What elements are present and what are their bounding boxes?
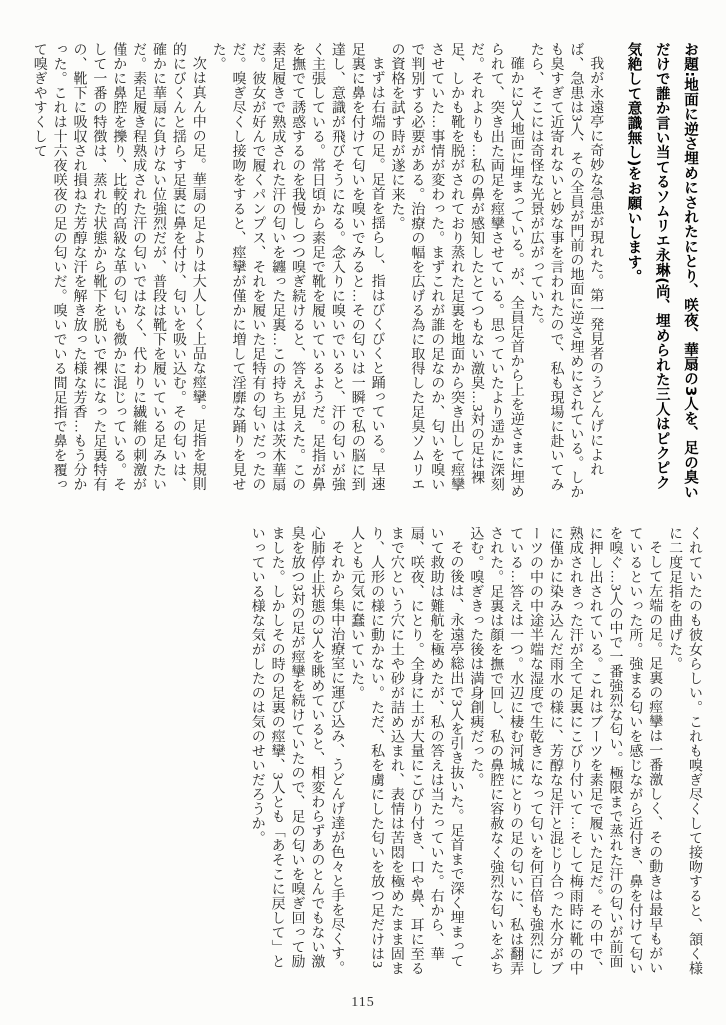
story-paragraph-5: そして左端の足。足裏の痙攣は一番激しく、その動きは最早もがいているといった所。強まる匂いを感じながら近付き、鼻を付けて匂いを嗅ぐ…3人の中で一番強烈な匂い。極限まで蒸れた汗の匂いが前面に押し出されている。これはブーツを素足で履いた足だ。その中で、熟成されきった汗が全て足裏にこびり付いて…そして梅雨時に靴の中に僅かに染み込んだ雨水の様に、芳醇な足汗と混じり合った水分がブーツの中の中途半端な湿度で生乾きになって匂いを何百倍も強烈にしている…答えは一つ。水辺に棲む河城にとりの足の匂いに、私は翻弄された。足裏は顔を撫で回し、私の鼻腔に容赦なく強烈な匂いをぶち込む。嗅ぎきった後は満身創痍だった。 xyxy=(468,526,663,976)
story-paragraph-2: 確かに3人地面に埋まっている。が、全員足首から上を逆さまに埋められて、突き出た両足を痙攣させている。思っていたより遥かに深刻だ。それよりも…私の鼻が感知したとてつもない激臭…3対の足は裸足、しかも靴を脱がされており蒸れた足裏を地面から突き出して痙攣させていた…事情が変わった。まずこれが誰の足なのか、匂いを嗅いで判別する必要がある。治療の幅を広げる為に取得した足臭ソムリエの資格を試す時が遂に来た。 xyxy=(389,42,524,499)
story-paragraph-4-continuation: くれていたのも彼女らしい。これも嗅ぎ尽くして接吻すると、頷く様に二度足指を曲げた。 xyxy=(667,526,702,976)
story-paragraph-4: 次は真ん中の足。華扇の足よりは大人しく上品な痙攣。足指を規則的にびくんと揺らす足裏に鼻を付け、匂いを吸い込む。その匂いは、確かに華扇に負けない位強烈だが、普段は靴下を履いている足みたいだ。素足履き程熟成された汗の匂いではなく、代わりに繊維の刺激が僅かに鼻腔を擽り、比較的高級な革の匂いも微かに混じっている。そして一番の特徴は、蒸れた状態から靴下を脱いで裸になった足裏特有の、靴下に吸収され損ねた芳醇な汗を解き放った様な芳香…もう分かった。これは十六夜咲夜の足の匂いだ。嗅いでいる間足指で鼻を覆って嗅ぎやすくして xyxy=(31,42,206,492)
story-paragraph-1: 我が永遠亭に奇妙な急患が現れた。第一発見者のうどんげによれば、急患は3人、その全員が門前の地面に逆さ埋めにされている。しかも臭すぎて近寄れないと妙な事を言われたので、私も現場に赴いてみたら、そこには奇怪な光景が広がっていた。 xyxy=(528,42,604,499)
page-number: 115 xyxy=(351,995,375,1010)
bottom-text-block xyxy=(220,526,704,980)
story-paragraph-6: その後は、永遠亭総出で3人を引き抜いた。足首まで深く埋まっていて救助は難航を極めたが、私の答えは当たっていた。右から、華扇、咲夜、にとり。全身に土が大量にこびり付き、口や鼻、耳に至るまで穴という穴に土や砂が詰め込まれ、表情は苦悶を極めたまま固まり、人形の様に動かない。ただ、私を虜にした匂いを放つ足だけは3人とも元気に蠢いていた。 xyxy=(349,526,464,976)
story-paragraph-7: それから集中治療室に運び込み、うどんげ達が色々と手を尽くす。心肺停止状態の3人を眺めていると、相変わらずあのとんでもない激臭を放つ3対の足が痙攣を続けていたので、足の匂いを嗅ぎ回って励ました。しかしその時の足裏の痙攣、3人とも「あそこに戻して」といっている様な気がしたのは気のせいだろうか。 xyxy=(249,526,345,975)
story-paragraph-3: まずは右端の足。足首を揺らし、指はびくびくと踊っている。早速足裏に鼻を付けて匂いを嗅いでみると…その匂いは一瞬で私の脳に到達し、意識が飛びそうになる。念入りに嗅いでいると、汗の匂いが強く主張している。常日頃から素足で靴を履いているようだ。足指が鼻を撫でて誘惑するのを我慢しつつ嗅ぎ続けると、答えが見えた。この素足履きで熟成された汗の匂いを纏った足裏…この持ち主は茨木華扇だ。彼女が好んで履くパンプス、それを履いた足特有の匂いだったのだ。嗅ぎ尽くし接吻をすると、痙攣が僅かに増して淫靡な踊りを見せた。 xyxy=(210,42,385,492)
prompt-title: お題:地面に逆さ埋めにされたにとり、咲夜、華扇の3人を、足の臭いだけで誰か言い当てるソムリエ永琳(尚、埋められた三人はピクピク気絶して意識無し)をお願いします。 xyxy=(625,42,698,500)
top-text-block xyxy=(31,42,704,500)
